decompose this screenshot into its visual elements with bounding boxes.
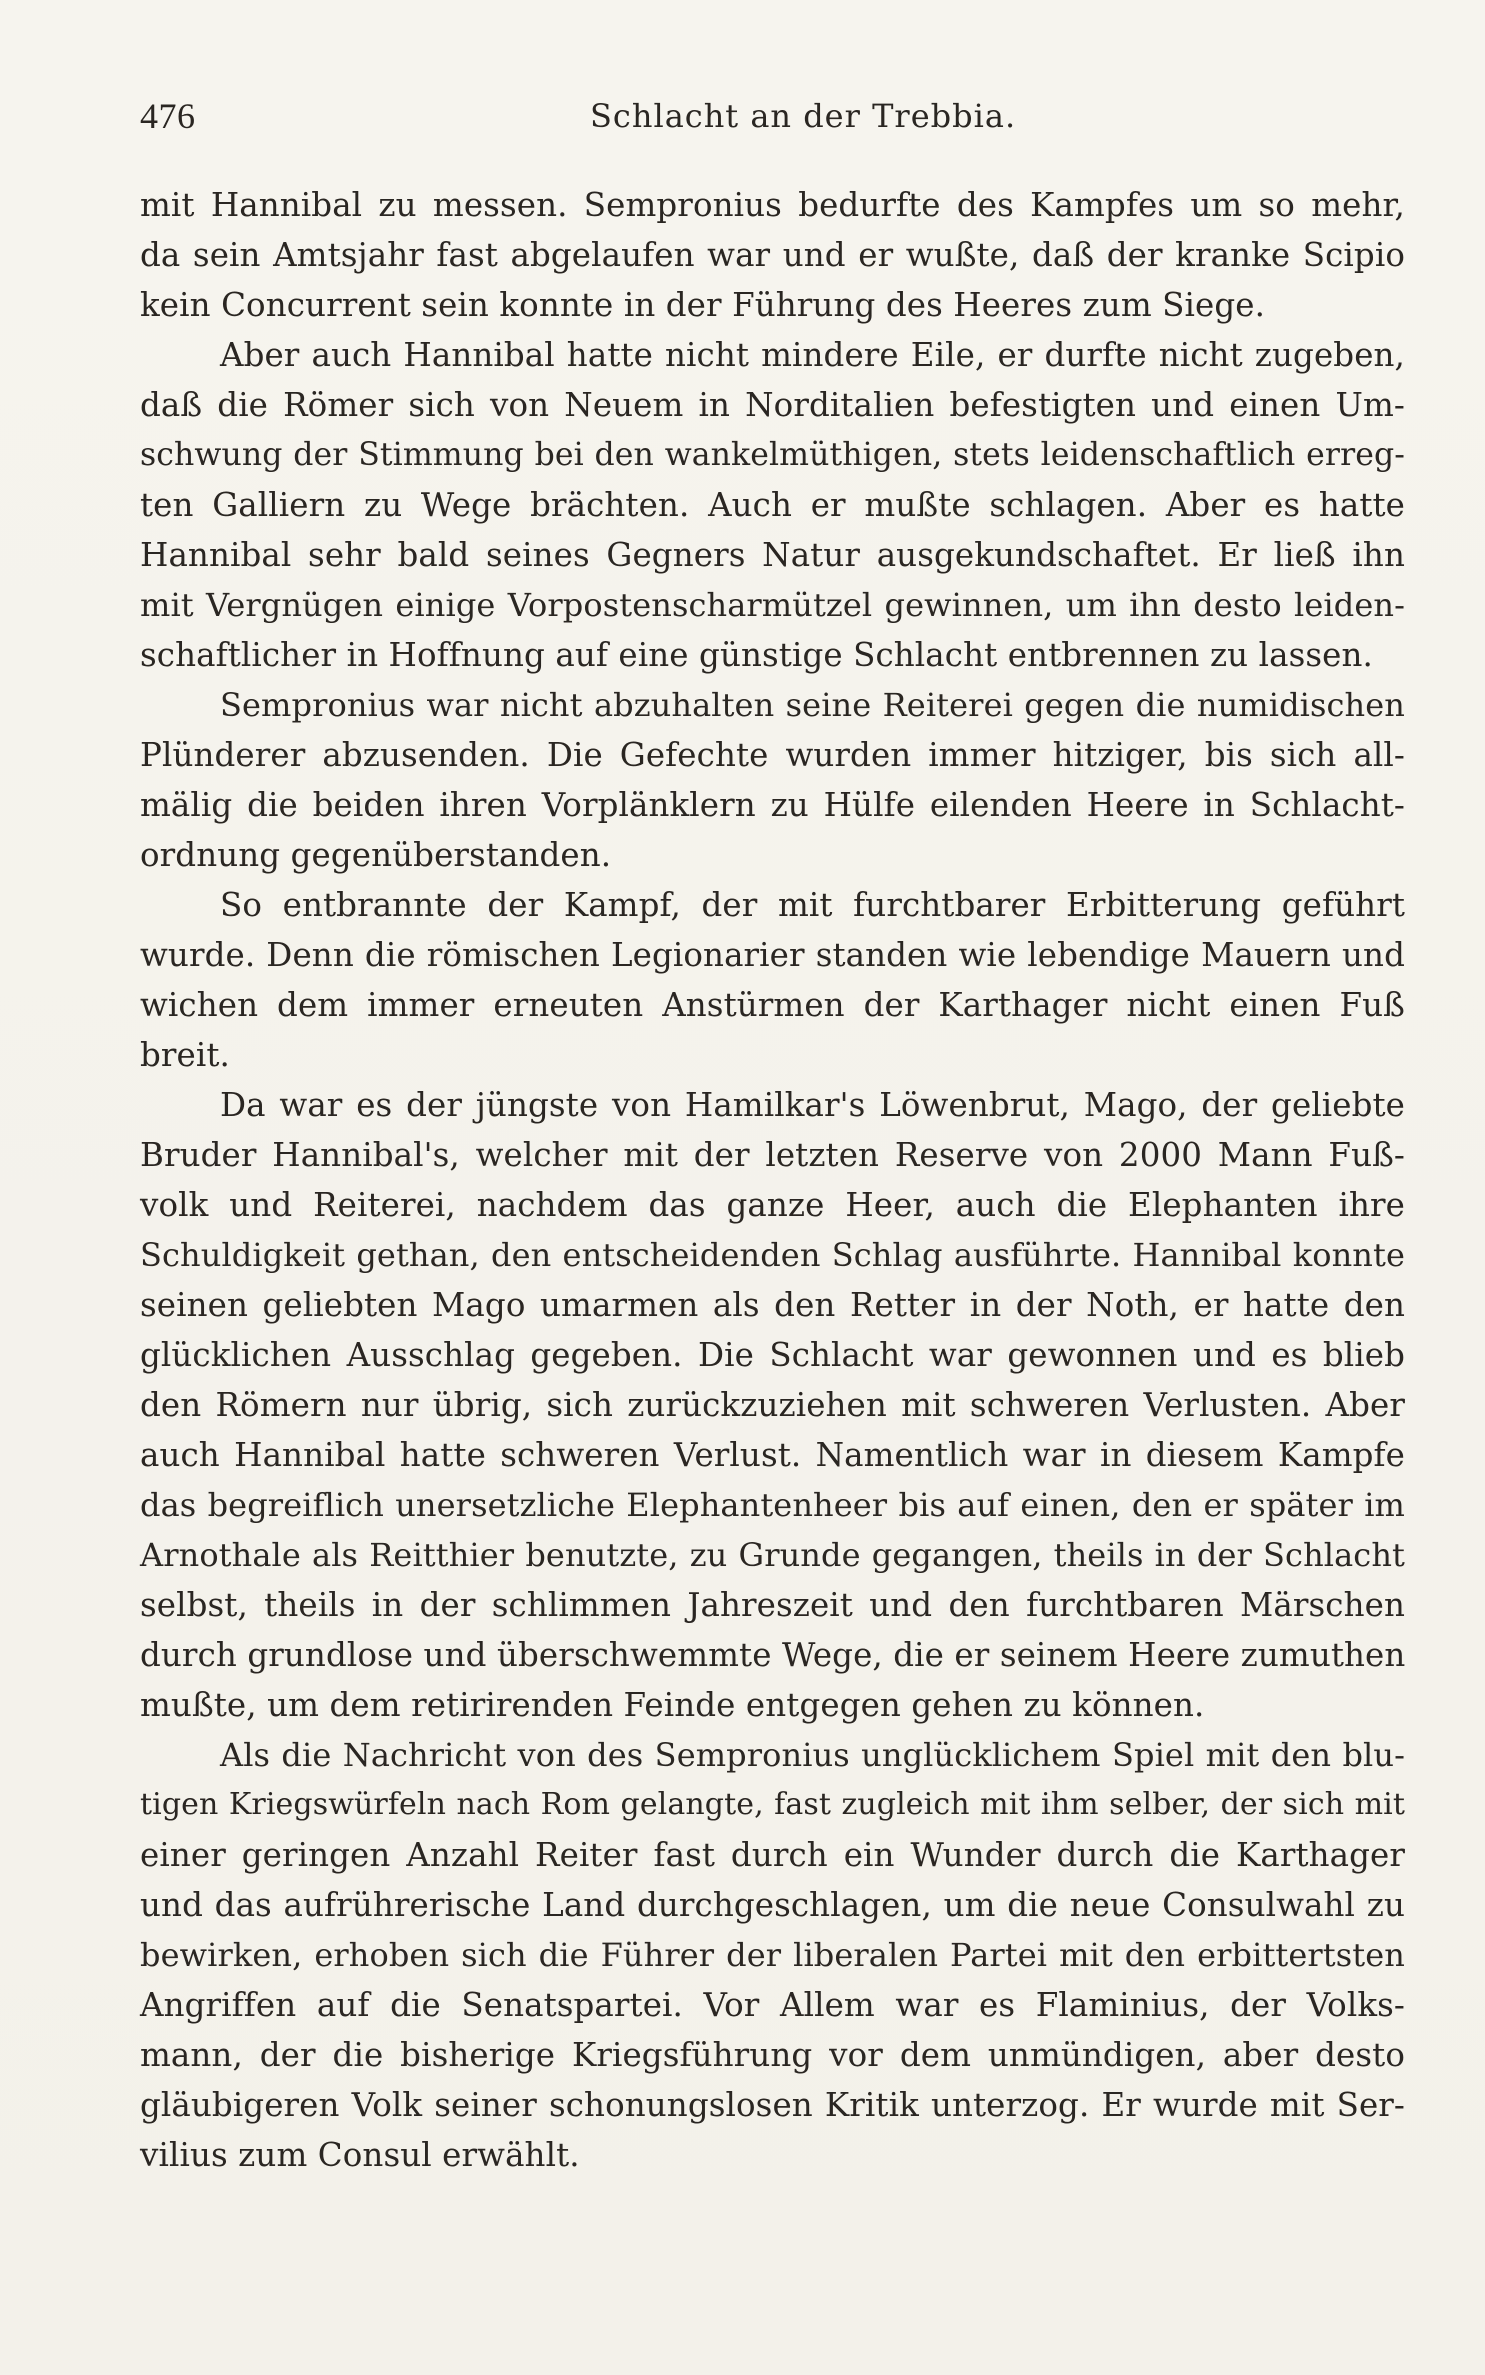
text-line: wurde. Denn die römischen Legionarier standen wie lebendige Mauern und bbox=[140, 936, 1405, 974]
text-line: Hannibal sehr bald seines Gegners Natur ausgekundschaftet. Er ließ ihn bbox=[140, 536, 1405, 574]
text-line: kein Concurrent sein konnte in der Führung des Heeres zum Siege. bbox=[140, 286, 1266, 324]
text-line: wichen dem immer erneuten Anstürmen der Karthager nicht einen Fuß bbox=[140, 986, 1405, 1024]
text-line: Sempronius war nicht abzuhalten seine Reiterei gegen die numidischen bbox=[220, 686, 1405, 724]
paragraph bbox=[140, 330, 1405, 680]
text-line: ordnung gegenüberstanden. bbox=[140, 836, 612, 874]
text-line: mann, der die bisherige Kriegsführung vor dem unmündigen, aber desto bbox=[140, 2036, 1405, 2074]
text-line: auch Hannibal hatte schweren Verlust. Namentlich war in diesem Kampfe bbox=[140, 1436, 1405, 1474]
text-line: einer geringen Anzahl Reiter fast durch ein Wunder durch die Karthager bbox=[140, 1836, 1405, 1874]
text-line: So entbrannte der Kampf, der mit furchtbarer Erbitterung geführt bbox=[220, 886, 1405, 924]
text-line: gläubigeren Volk seiner schonungslosen Kritik unterzog. Er wurde mit Ser- bbox=[140, 2086, 1405, 2124]
text-line: bewirken, erhoben sich die Führer der liberalen Partei mit den erbittertsten bbox=[140, 1936, 1405, 1974]
text-line: Plünderer abzusenden. Die Gefechte wurden immer hitziger, bis sich all- bbox=[140, 736, 1405, 774]
running-head: Schlacht an der Trebbia. bbox=[590, 97, 1017, 135]
text-line: schwung der Stimmung bei den wankelmüthigen, stets leidenschaftlich erreg- bbox=[140, 437, 1405, 473]
text-line: Als die Nachricht von des Sempronius unglücklichem Spiel mit den blu- bbox=[220, 1736, 1405, 1774]
text-line: breit. bbox=[140, 1036, 230, 1074]
text-line: Arnothale als Reitthier benutzte, zu Grunde gegangen, theils in der Schlacht bbox=[140, 1536, 1405, 1574]
paragraph bbox=[140, 1730, 1405, 2180]
paragraph bbox=[140, 180, 1405, 330]
paragraph bbox=[140, 1080, 1405, 1730]
text-line: mußte, um dem retirirenden Feinde entgegen gehen zu können. bbox=[140, 1686, 1205, 1724]
text-line: seinen geliebten Mago umarmen als den Retter in der Noth, er hatte den bbox=[140, 1286, 1405, 1324]
paragraph bbox=[140, 680, 1405, 880]
text-line: und das aufrührerische Land durchgeschlagen, um die neue Consulwahl zu bbox=[140, 1886, 1405, 1924]
text-line: schaftlicher in Hoffnung auf eine günstige Schlacht entbrennen zu lassen. bbox=[140, 636, 1373, 674]
text-line: mit Hannibal zu messen. Sempronius bedurfte des Kampfes um so mehr, bbox=[140, 186, 1405, 224]
text-line: Bruder Hannibal's, welcher mit der letzten Reserve von 2000 Mann Fuß- bbox=[140, 1136, 1405, 1174]
text-line: das begreiflich unersetzliche Elephantenheer bis auf einen, den er später im bbox=[140, 1486, 1405, 1524]
text-line: tigen Kriegswürfeln nach Rom gelangte, fast zugleich mit ihm selber, der sich mit bbox=[140, 1787, 1405, 1822]
paragraph bbox=[140, 880, 1405, 1080]
text-line: ten Galliern zu Wege brächten. Auch er mußte schlagen. Aber es hatte bbox=[140, 486, 1405, 524]
text-line: vilius zum Consul erwählt. bbox=[140, 2136, 580, 2174]
text-line: Da war es der jüngste von Hamilkar's Löwenbrut, Mago, der geliebte bbox=[220, 1086, 1405, 1124]
text-line: Schuldigkeit gethan, den entscheidenden Schlag ausführte. Hannibal konnte bbox=[140, 1236, 1405, 1274]
text-line: da sein Amtsjahr fast abgelaufen war und er wußte, daß der kranke Scipio bbox=[140, 236, 1405, 274]
text-line: daß die Römer sich von Neuem in Norditalien befestigten und einen Um- bbox=[140, 386, 1405, 424]
text-line: volk und Reiterei, nachdem das ganze Heer, auch die Elephanten ihre bbox=[140, 1186, 1405, 1224]
text-line: Angriffen auf die Senatspartei. Vor Allem war es Flaminius, der Volks- bbox=[140, 1986, 1405, 2024]
text-line: durch grundlose und überschwemmte Wege, die er seinem Heere zumuthen bbox=[140, 1636, 1406, 1674]
text-line: den Römern nur übrig, sich zurückzuziehen mit schweren Verlusten. Aber bbox=[140, 1386, 1405, 1424]
text-line: glücklichen Ausschlag gegeben. Die Schlacht war gewonnen und es blieb bbox=[140, 1336, 1405, 1374]
text-line: mit Vergnügen einige Vorpostenscharmützel gewinnen, um ihn desto leiden- bbox=[140, 586, 1405, 624]
text-line: selbst, theils in der schlimmen Jahreszeit und den furchtbaren Märschen bbox=[140, 1586, 1405, 1624]
page-header bbox=[140, 95, 1400, 145]
text-line: Aber auch Hannibal hatte nicht mindere Eile, er durfte nicht zugeben, bbox=[220, 336, 1405, 374]
body-text bbox=[140, 180, 1405, 2180]
page-number: 476 bbox=[140, 96, 196, 136]
text-line: mälig die beiden ihren Vorplänklern zu Hülfe eilenden Heere in Schlacht- bbox=[140, 786, 1405, 824]
